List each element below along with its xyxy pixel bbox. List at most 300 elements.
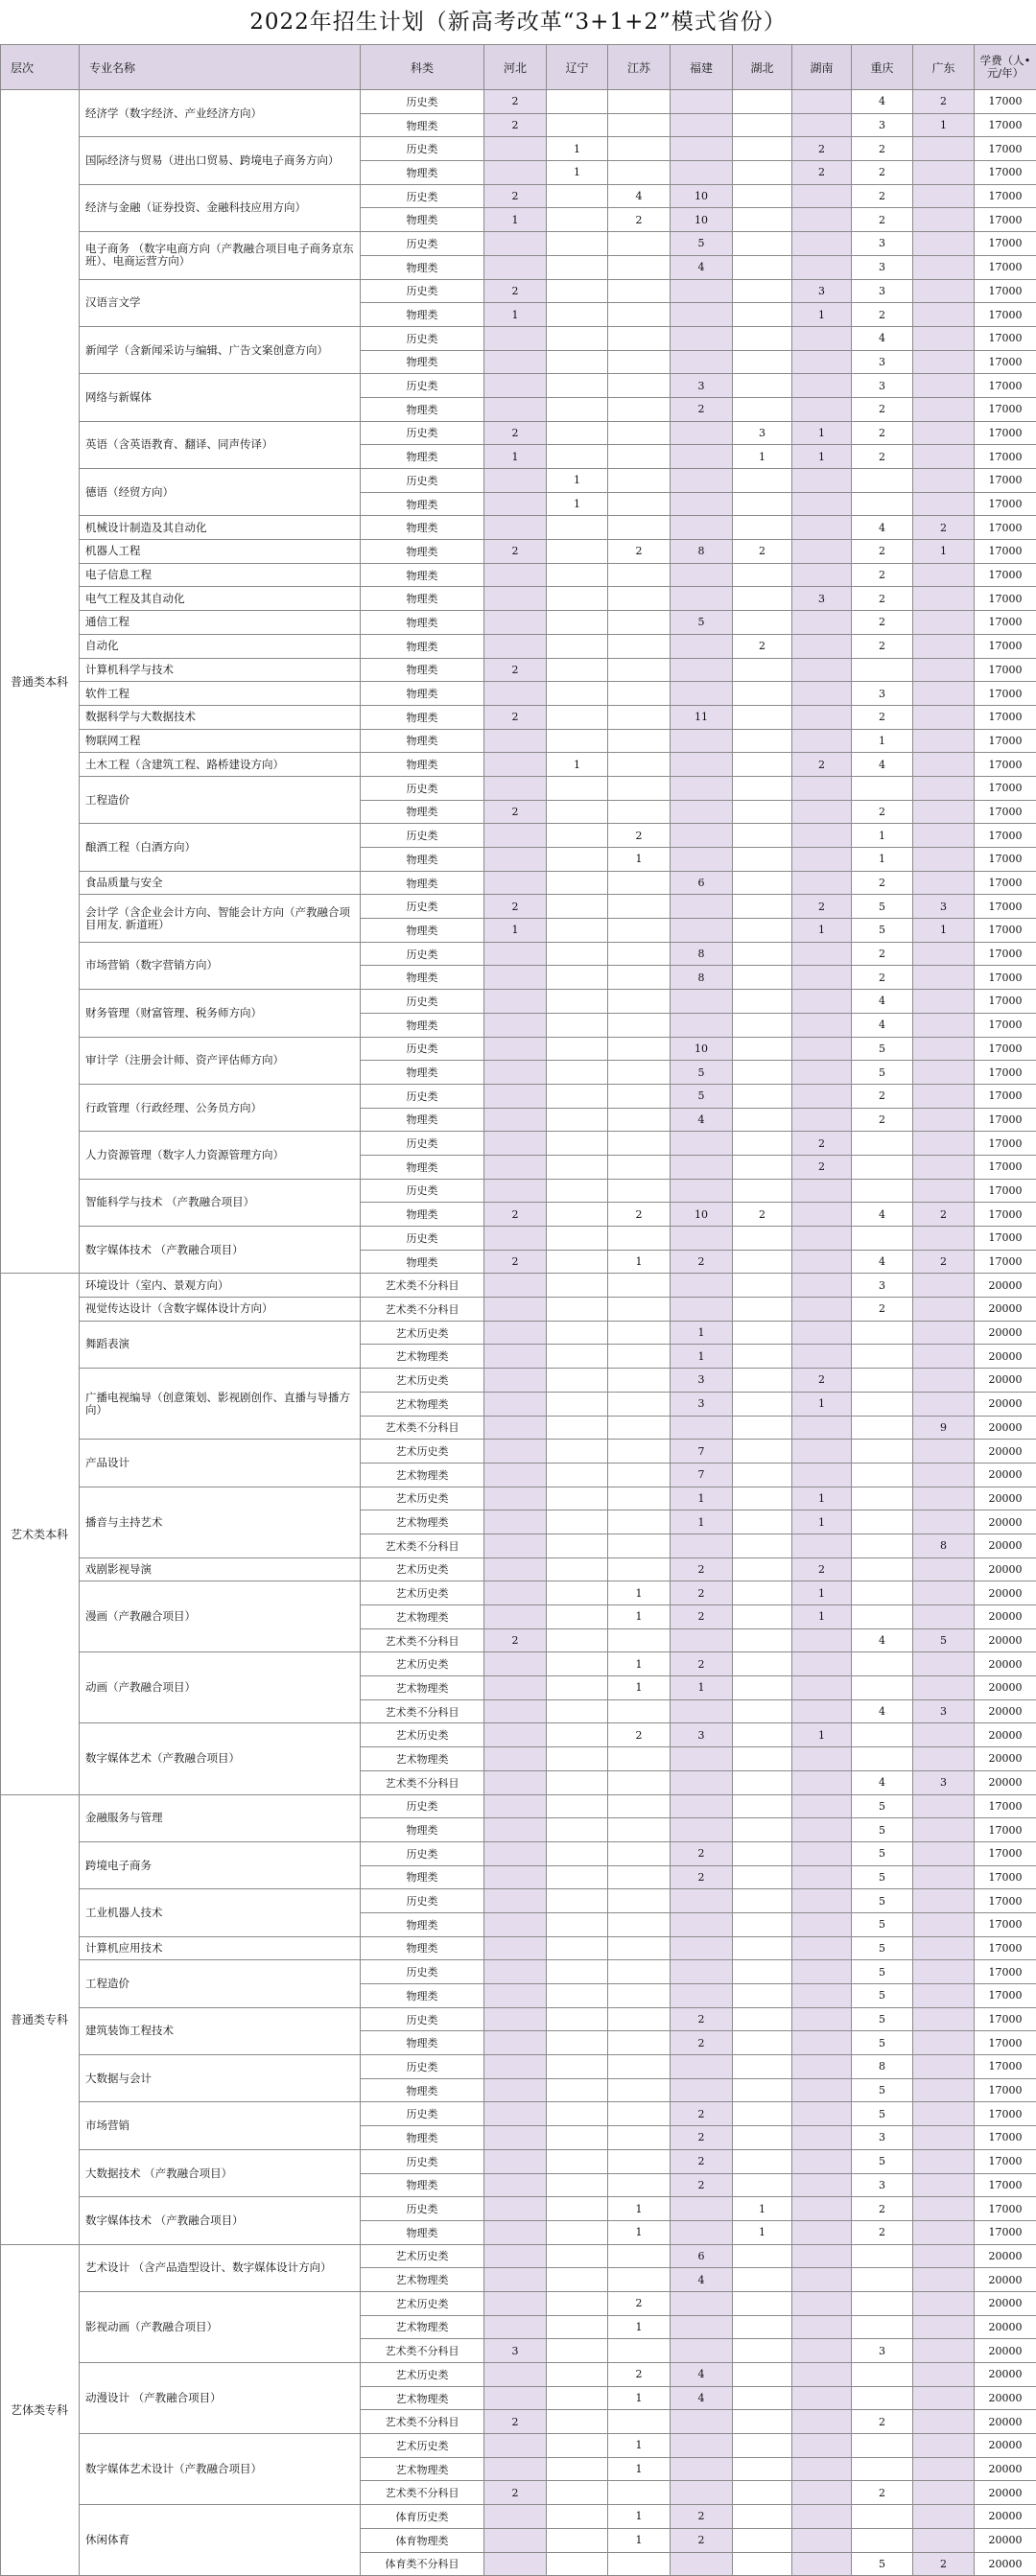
- subject-cell: 艺术物理类: [361, 1676, 484, 1700]
- subject-cell: 物理类: [361, 1936, 484, 1960]
- quota-cell: [547, 2386, 608, 2410]
- quota-cell: [852, 1227, 913, 1251]
- quota-cell: [913, 445, 975, 469]
- tuition-cell: 17000: [975, 2078, 1036, 2102]
- subject-cell: 艺术类不分科目: [361, 2481, 484, 2505]
- quota-cell: [608, 2055, 671, 2079]
- quota-cell: [547, 113, 608, 137]
- quota-cell: 2: [852, 2410, 913, 2434]
- quota-cell: [484, 1581, 547, 1605]
- major-name-cell: 土木工程（含建筑工程、路桥建设方向）: [80, 753, 361, 777]
- quota-cell: [733, 2007, 792, 2031]
- quota-cell: [671, 2197, 733, 2221]
- subject-cell: 物理类: [361, 1865, 484, 1889]
- table-row: [1, 2055, 1036, 2079]
- quota-cell: [484, 1392, 547, 1416]
- subject-cell: 艺术类不分科目: [361, 1416, 484, 1440]
- quota-cell: [547, 1013, 608, 1037]
- quota-cell: [608, 942, 671, 966]
- quota-cell: 2: [913, 2552, 975, 2576]
- table-row: [1, 1132, 1036, 1156]
- major-name-cell: 大数据技术 （产教融合项目）: [80, 2149, 361, 2196]
- subject-cell: 物理类: [361, 658, 484, 682]
- quota-cell: [733, 1345, 792, 1369]
- tuition-cell: 17000: [975, 1865, 1036, 1889]
- tuition-cell: 20000: [975, 1605, 1036, 1629]
- tuition-cell: 20000: [975, 1298, 1036, 1322]
- quota-cell: [608, 990, 671, 1014]
- quota-cell: [792, 1227, 852, 1251]
- quota-cell: [484, 2220, 547, 2244]
- quota-cell: [484, 1534, 547, 1557]
- table-row: [1, 326, 1036, 350]
- table-row: [1, 2434, 1036, 2458]
- quota-cell: 2: [733, 540, 792, 564]
- quota-cell: [608, 1037, 671, 1061]
- quota-cell: [484, 1557, 547, 1581]
- quota-cell: [913, 1557, 975, 1581]
- quota-cell: [792, 540, 852, 564]
- subject-cell: 历史类: [361, 2055, 484, 2079]
- quota-cell: [547, 1841, 608, 1865]
- subject-cell: 物理类: [361, 1203, 484, 1227]
- tuition-cell: 17000: [975, 255, 1036, 279]
- quota-cell: [913, 2268, 975, 2292]
- quota-cell: 1: [608, 2457, 671, 2481]
- quota-cell: [547, 1605, 608, 1629]
- tuition-cell: 17000: [975, 90, 1036, 114]
- quota-cell: [792, 492, 852, 516]
- quota-cell: 1: [913, 540, 975, 564]
- tuition-cell: 17000: [975, 137, 1036, 161]
- tuition-cell: 17000: [975, 161, 1036, 185]
- quota-cell: [733, 1155, 792, 1179]
- quota-cell: [913, 753, 975, 777]
- major-name-cell: 数字媒体艺术设计（产教融合项目）: [80, 2434, 361, 2505]
- quota-cell: [671, 2315, 733, 2339]
- quota-cell: 4: [671, 2268, 733, 2292]
- quota-cell: [608, 1108, 671, 1132]
- quota-cell: [792, 1345, 852, 1369]
- quota-cell: [547, 1628, 608, 1652]
- quota-cell: [913, 1723, 975, 1747]
- table-row: [1, 1652, 1036, 1676]
- quota-cell: [484, 824, 547, 848]
- quota-cell: 1: [608, 2220, 671, 2244]
- subject-cell: 艺术历史类: [361, 1723, 484, 1747]
- quota-cell: [733, 1108, 792, 1132]
- quota-cell: [852, 2363, 913, 2387]
- tuition-cell: 20000: [975, 1652, 1036, 1676]
- quota-cell: [733, 587, 792, 611]
- quota-cell: [913, 1037, 975, 1061]
- quota-cell: [608, 279, 671, 303]
- tuition-cell: 17000: [975, 563, 1036, 587]
- quota-cell: [608, 2149, 671, 2173]
- quota-cell: [733, 1770, 792, 1794]
- quota-cell: 4: [852, 1628, 913, 1652]
- quota-cell: 8: [671, 540, 733, 564]
- quota-cell: [547, 397, 608, 421]
- quota-cell: [852, 2244, 913, 2268]
- quota-cell: [671, 90, 733, 114]
- subject-cell: 物理类: [361, 208, 484, 232]
- quota-cell: [913, 1369, 975, 1393]
- tuition-cell: 17000: [975, 1227, 1036, 1251]
- quota-cell: [733, 137, 792, 161]
- tuition-cell: 20000: [975, 2481, 1036, 2505]
- quota-cell: 4: [608, 184, 671, 208]
- table-row: [1, 1889, 1036, 1913]
- subject-cell: 物理类: [361, 540, 484, 564]
- quota-cell: [547, 2434, 608, 2458]
- quota-cell: [913, 1084, 975, 1108]
- subject-cell: 艺术历史类: [361, 1321, 484, 1345]
- major-name-cell: 工程造价: [80, 1960, 361, 2007]
- quota-cell: [913, 729, 975, 753]
- subject-cell: 历史类: [361, 90, 484, 114]
- tuition-cell: 17000: [975, 540, 1036, 564]
- quota-cell: [913, 1889, 975, 1913]
- level-cell: 艺体类专科: [1, 2244, 80, 2576]
- subject-cell: 艺术类不分科目: [361, 1770, 484, 1794]
- quota-cell: [608, 611, 671, 635]
- header-major: 专业名称: [80, 45, 361, 90]
- major-name-cell: 电子商务 （数字电商方向（产教融合项目电子商务京东班）、电商运营方向）: [80, 232, 361, 279]
- quota-cell: [547, 2149, 608, 2173]
- major-name-cell: 播音与主持艺术: [80, 1487, 361, 1557]
- tuition-cell: 17000: [975, 848, 1036, 872]
- quota-cell: [792, 942, 852, 966]
- quota-cell: [608, 753, 671, 777]
- quota-cell: [484, 1605, 547, 1629]
- quota-cell: [913, 303, 975, 327]
- quota-cell: [913, 1132, 975, 1156]
- quota-cell: [792, 1250, 852, 1274]
- quota-cell: [608, 776, 671, 800]
- quota-cell: [913, 1841, 975, 1865]
- quota-cell: 6: [671, 2244, 733, 2268]
- quota-cell: [547, 895, 608, 919]
- tuition-cell: 17000: [975, 208, 1036, 232]
- quota-cell: 2: [484, 90, 547, 114]
- quota-cell: [547, 255, 608, 279]
- quota-cell: 4: [852, 1699, 913, 1723]
- quota-cell: 10: [671, 208, 733, 232]
- subject-cell: 物理类: [361, 1912, 484, 1936]
- tuition-cell: 17000: [975, 303, 1036, 327]
- quota-cell: [852, 1440, 913, 1464]
- quota-cell: [671, 1912, 733, 1936]
- major-name-cell: 视觉传达设计（含数字媒体设计方向）: [80, 1298, 361, 1322]
- subject-cell: 艺术历史类: [361, 2363, 484, 2387]
- quota-cell: [852, 1723, 913, 1747]
- quota-cell: [913, 563, 975, 587]
- quota-cell: 2: [671, 2505, 733, 2529]
- quota-cell: 1: [733, 445, 792, 469]
- quota-cell: 2: [671, 2149, 733, 2173]
- quota-cell: [733, 1298, 792, 1322]
- quota-cell: [608, 2102, 671, 2126]
- quota-cell: [671, 682, 733, 706]
- quota-cell: [671, 990, 733, 1014]
- quota-cell: 2: [484, 800, 547, 824]
- quota-cell: [484, 634, 547, 658]
- quota-cell: [547, 516, 608, 540]
- quota-cell: 2: [671, 397, 733, 421]
- subject-cell: 物理类: [361, 1984, 484, 2008]
- quota-cell: [733, 1841, 792, 1865]
- quota-cell: 8: [671, 942, 733, 966]
- subject-cell: 艺术类不分科目: [361, 2339, 484, 2363]
- quota-cell: 2: [913, 1203, 975, 1227]
- table-row: [1, 1936, 1036, 1960]
- quota-cell: [547, 1321, 608, 1345]
- quota-cell: [913, 1061, 975, 1085]
- major-name-cell: 跨境电子商务: [80, 1841, 361, 1888]
- table-row: [1, 753, 1036, 777]
- quota-cell: [547, 2126, 608, 2150]
- quota-cell: [733, 1321, 792, 1345]
- subject-cell: 艺术物理类: [361, 1605, 484, 1629]
- quota-cell: [671, 2410, 733, 2434]
- quota-cell: [733, 1865, 792, 1889]
- major-name-cell: 戏剧影视导演: [80, 1557, 361, 1581]
- tuition-cell: 17000: [975, 753, 1036, 777]
- quota-cell: 2: [671, 1605, 733, 1629]
- quota-cell: [733, 1392, 792, 1416]
- quota-cell: [792, 1936, 852, 1960]
- quota-cell: [792, 2552, 852, 2576]
- quota-cell: [671, 350, 733, 374]
- quota-cell: [547, 1132, 608, 1156]
- quota-cell: 1: [547, 753, 608, 777]
- quota-cell: 2: [913, 1250, 975, 1274]
- quota-cell: [913, 966, 975, 990]
- quota-cell: 1: [671, 1676, 733, 1700]
- major-name-cell: 工程造价: [80, 776, 361, 823]
- header-fujian: 福建: [671, 45, 733, 90]
- quota-cell: [671, 2434, 733, 2458]
- table-row: [1, 990, 1036, 1014]
- table-row: [1, 2505, 1036, 2529]
- quota-cell: 3: [852, 255, 913, 279]
- quota-cell: [733, 208, 792, 232]
- quota-cell: [913, 161, 975, 185]
- quota-cell: 4: [671, 2386, 733, 2410]
- quota-cell: 5: [852, 1960, 913, 1984]
- tuition-cell: 20000: [975, 1534, 1036, 1557]
- tuition-cell: 17000: [975, 2173, 1036, 2197]
- quota-cell: [671, 1794, 733, 1818]
- quota-cell: [547, 1865, 608, 1889]
- quota-cell: [913, 1321, 975, 1345]
- quota-cell: [671, 1628, 733, 1652]
- quota-cell: [608, 492, 671, 516]
- subject-cell: 历史类: [361, 1179, 484, 1203]
- quota-cell: [484, 2173, 547, 2197]
- quota-cell: [733, 1013, 792, 1037]
- quota-cell: [547, 1936, 608, 1960]
- quota-cell: [484, 1818, 547, 1842]
- quota-cell: [547, 1652, 608, 1676]
- table-row: [1, 90, 1036, 114]
- quota-cell: [913, 1108, 975, 1132]
- quota-cell: [792, 658, 852, 682]
- quota-cell: [671, 161, 733, 185]
- quota-cell: 1: [608, 1250, 671, 1274]
- quota-cell: [733, 255, 792, 279]
- table-body: [1, 90, 1036, 2576]
- quota-cell: [608, 1179, 671, 1203]
- quota-cell: 4: [852, 90, 913, 114]
- quota-cell: [671, 326, 733, 350]
- quota-cell: 3: [852, 374, 913, 398]
- quota-cell: [792, 990, 852, 1014]
- quota-cell: 2: [484, 279, 547, 303]
- header-subject: 科类: [361, 45, 484, 90]
- quota-cell: [913, 776, 975, 800]
- quota-cell: 8: [852, 2055, 913, 2079]
- subject-cell: 历史类: [361, 1794, 484, 1818]
- quota-cell: [792, 1699, 852, 1723]
- major-name-cell: 产品设计: [80, 1440, 361, 1487]
- quota-cell: 2: [671, 2031, 733, 2055]
- quota-cell: [733, 2268, 792, 2292]
- quota-cell: [484, 1676, 547, 1700]
- quota-cell: [733, 232, 792, 256]
- quota-cell: [547, 658, 608, 682]
- quota-cell: [792, 2528, 852, 2552]
- quota-cell: [608, 871, 671, 895]
- quota-cell: [913, 2173, 975, 2197]
- quota-cell: [733, 516, 792, 540]
- table-row: [1, 2149, 1036, 2173]
- quota-cell: [484, 1179, 547, 1203]
- quota-cell: [608, 232, 671, 256]
- quota-cell: [608, 1984, 671, 2008]
- quota-cell: [608, 421, 671, 445]
- table-row: [1, 682, 1036, 706]
- table-row: [1, 1557, 1036, 1581]
- quota-cell: 1: [671, 1510, 733, 1534]
- quota-cell: [671, 1699, 733, 1723]
- tuition-cell: 17000: [975, 445, 1036, 469]
- quota-cell: [671, 634, 733, 658]
- quota-cell: [484, 2457, 547, 2481]
- quota-cell: [913, 1794, 975, 1818]
- quota-cell: 2: [608, 2291, 671, 2315]
- subject-cell: 历史类: [361, 1084, 484, 1108]
- quota-cell: 5: [852, 1936, 913, 1960]
- quota-cell: 1: [608, 2528, 671, 2552]
- quota-cell: [608, 2078, 671, 2102]
- quota-cell: [733, 1652, 792, 1676]
- quota-cell: [608, 1061, 671, 1085]
- quota-cell: [913, 2386, 975, 2410]
- quota-cell: 3: [792, 279, 852, 303]
- quota-cell: [608, 2173, 671, 2197]
- quota-cell: 3: [852, 113, 913, 137]
- subject-cell: 艺术历史类: [361, 1557, 484, 1581]
- quota-cell: 1: [852, 729, 913, 753]
- quota-cell: [608, 2552, 671, 2576]
- quota-cell: 2: [852, 800, 913, 824]
- quota-cell: 2: [671, 2102, 733, 2126]
- quota-cell: [608, 1510, 671, 1534]
- tuition-cell: 17000: [975, 1841, 1036, 1865]
- quota-cell: [852, 1416, 913, 1440]
- table-row: [1, 1084, 1036, 1108]
- major-name-cell: 电子信息工程: [80, 563, 361, 587]
- major-name-cell: 舞蹈表演: [80, 1321, 361, 1368]
- subject-cell: 物理类: [361, 2173, 484, 2197]
- quota-cell: [913, 942, 975, 966]
- quota-cell: 2: [852, 705, 913, 729]
- tuition-cell: 17000: [975, 421, 1036, 445]
- quota-cell: [608, 587, 671, 611]
- quota-cell: [484, 1321, 547, 1345]
- quota-cell: [484, 587, 547, 611]
- quota-cell: [913, 2339, 975, 2363]
- tuition-cell: 20000: [975, 1392, 1036, 1416]
- subject-cell: 物理类: [361, 161, 484, 185]
- table-row: [1, 137, 1036, 161]
- quota-cell: [733, 1369, 792, 1393]
- quota-cell: [733, 326, 792, 350]
- quota-cell: [733, 279, 792, 303]
- quota-cell: 2: [671, 2126, 733, 2150]
- quota-cell: [608, 90, 671, 114]
- quota-cell: [671, 2220, 733, 2244]
- quota-cell: 1: [484, 445, 547, 469]
- quota-cell: [671, 563, 733, 587]
- subject-cell: 体育物理类: [361, 2528, 484, 2552]
- quota-cell: [547, 2291, 608, 2315]
- quota-cell: [547, 824, 608, 848]
- major-name-cell: 工业机器人技术: [80, 1889, 361, 1936]
- quota-cell: [484, 1699, 547, 1723]
- quota-cell: [671, 2078, 733, 2102]
- quota-cell: [484, 2007, 547, 2031]
- quota-cell: [913, 2457, 975, 2481]
- quota-cell: [608, 2481, 671, 2505]
- tuition-cell: 20000: [975, 2410, 1036, 2434]
- quota-cell: [547, 374, 608, 398]
- quota-cell: [608, 919, 671, 943]
- quota-cell: [913, 2244, 975, 2268]
- quota-cell: [547, 705, 608, 729]
- quota-cell: 1: [608, 1581, 671, 1605]
- quota-cell: [608, 1369, 671, 1393]
- quota-cell: [792, 1037, 852, 1061]
- quota-cell: [671, 1227, 733, 1251]
- quota-cell: [913, 2434, 975, 2458]
- header-jiangsu: 江苏: [608, 45, 671, 90]
- quota-cell: [733, 1463, 792, 1487]
- quota-cell: [484, 469, 547, 493]
- quota-cell: [547, 1463, 608, 1487]
- subject-cell: 历史类: [361, 1037, 484, 1061]
- quota-cell: 2: [608, 208, 671, 232]
- quota-cell: [792, 2339, 852, 2363]
- subject-cell: 历史类: [361, 1841, 484, 1865]
- quota-cell: 4: [671, 255, 733, 279]
- tuition-cell: 20000: [975, 1510, 1036, 1534]
- quota-cell: [792, 1652, 852, 1676]
- major-name-cell: 数字媒体技术 （产教融合项目）: [80, 1227, 361, 1274]
- quota-cell: 1: [608, 1605, 671, 1629]
